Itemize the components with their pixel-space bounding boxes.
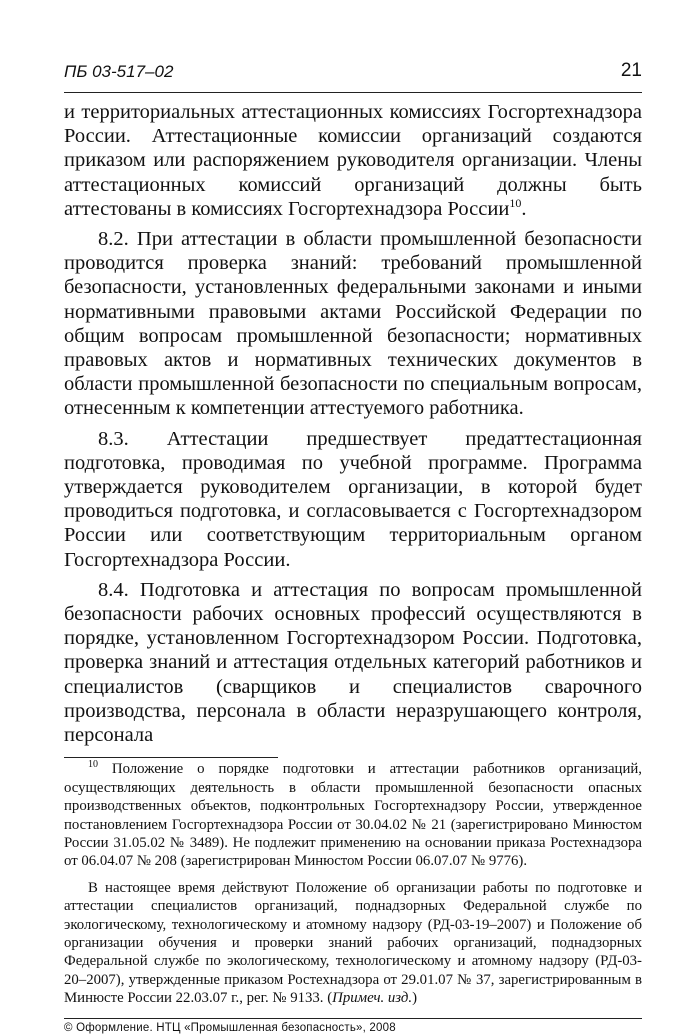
page-number: 21	[620, 60, 642, 81]
footnote-text: Положение о порядке подготовки и аттестации работников организаций, осуществляющих деятельность в области промышленной безопасности опасных производственных объектов, подконтрольных Госгортехнадзору России, утвержденное постановлением Госгортехнадзора России от 30.04.02 № 21 (зарегистрировано Минюстом России 31.05.02 № 3489). Не подлежит применению на основании приказа Ростехнадзора от 06.04.07 № 208 (зарегистрирован Минюстом России 06.07.07 № 9776).	[64, 761, 642, 870]
footnote-10	[64, 760, 642, 870]
footnote-note-text: В настоящее время действуют Положение об организации работы по подготовке и аттестации специалистов организаций, поднадзорных Федеральной службе по экологическому, технологическому и атомному надзору (РД-03-19–2007) и Положение об организации обучения и проверки знаний рабочих организаций, поднадзорных Федеральной службе по экологическому, технологическому и атомному надзору (РД-03-20–2007), утвержденные приказом Ростехнадзора от 29.01.07 № 37, зарегистрированным в Минюсте России 22.03.07 г., рег. № 9133. (	[64, 879, 642, 1007]
footnote-separator	[64, 757, 278, 758]
paragraph-8-3: 8.3. Аттестации предшествует предаттестационная подготовка, проводимая по учебной программе. Программа утверждается руководителем организации, в которой будет проводиться подготовка, и согласовывается с Госгортехнадзором России или соответствующим территориальным органом Госгортехнадзора России.	[64, 427, 642, 571]
footer-separator	[64, 1018, 642, 1019]
footnote-note	[64, 879, 642, 1008]
editor-note: Примеч. изд.	[332, 990, 413, 1007]
page-header	[64, 58, 642, 93]
document-page	[64, 58, 642, 1034]
paragraph-8-2: 8.2. При аттестации в области промышленной безопасности проводится проверка знаний: требований промышленной безопасности, установленных федеральными законами и иными нормативными правовыми актами Российской Федерации по общим вопросам промышленной безопасности; нормативных правовых актов и нормативных технических документов в области промышленной безопасности по специальным вопросам, отнесенным к компетенции аттестуемого работника.	[64, 228, 642, 420]
paragraph-8-4: 8.4. Подготовка и аттестация по вопросам промышленной безопасности рабочих основных профессий осуществляются в порядке, установленном Госгортехнадзором России. Подготовка, проверка знаний и аттестация отдельных категорий работников и специалистов (сварщиков и специалистов сварочного производства, персонала в области неразрушающего контроля, персонала	[64, 578, 642, 747]
footnote-block	[64, 760, 642, 1007]
footnote-note-end: )	[412, 990, 417, 1007]
document-code: ПБ 03-517–02	[64, 62, 174, 81]
copyright-line: © Оформление. НТЦ «Промышленная безопасность», 2008	[64, 1021, 396, 1034]
footnote-marker: 10	[88, 759, 98, 771]
body-text	[64, 100, 642, 747]
paragraph-text: и территориальных аттестационных комиссиях Госгортехнадзора России. Аттестационные комиссии организаций создаются приказом или распоряжением руководителя организации. Члены аттестационных комиссий организаций должны быть аттестованы в комиссиях Госгортехнадзора России	[64, 101, 642, 220]
paragraph-end: .	[521, 197, 527, 220]
footnote-reference[interactable]: 10	[509, 195, 522, 210]
paragraph-continuation	[64, 100, 642, 221]
